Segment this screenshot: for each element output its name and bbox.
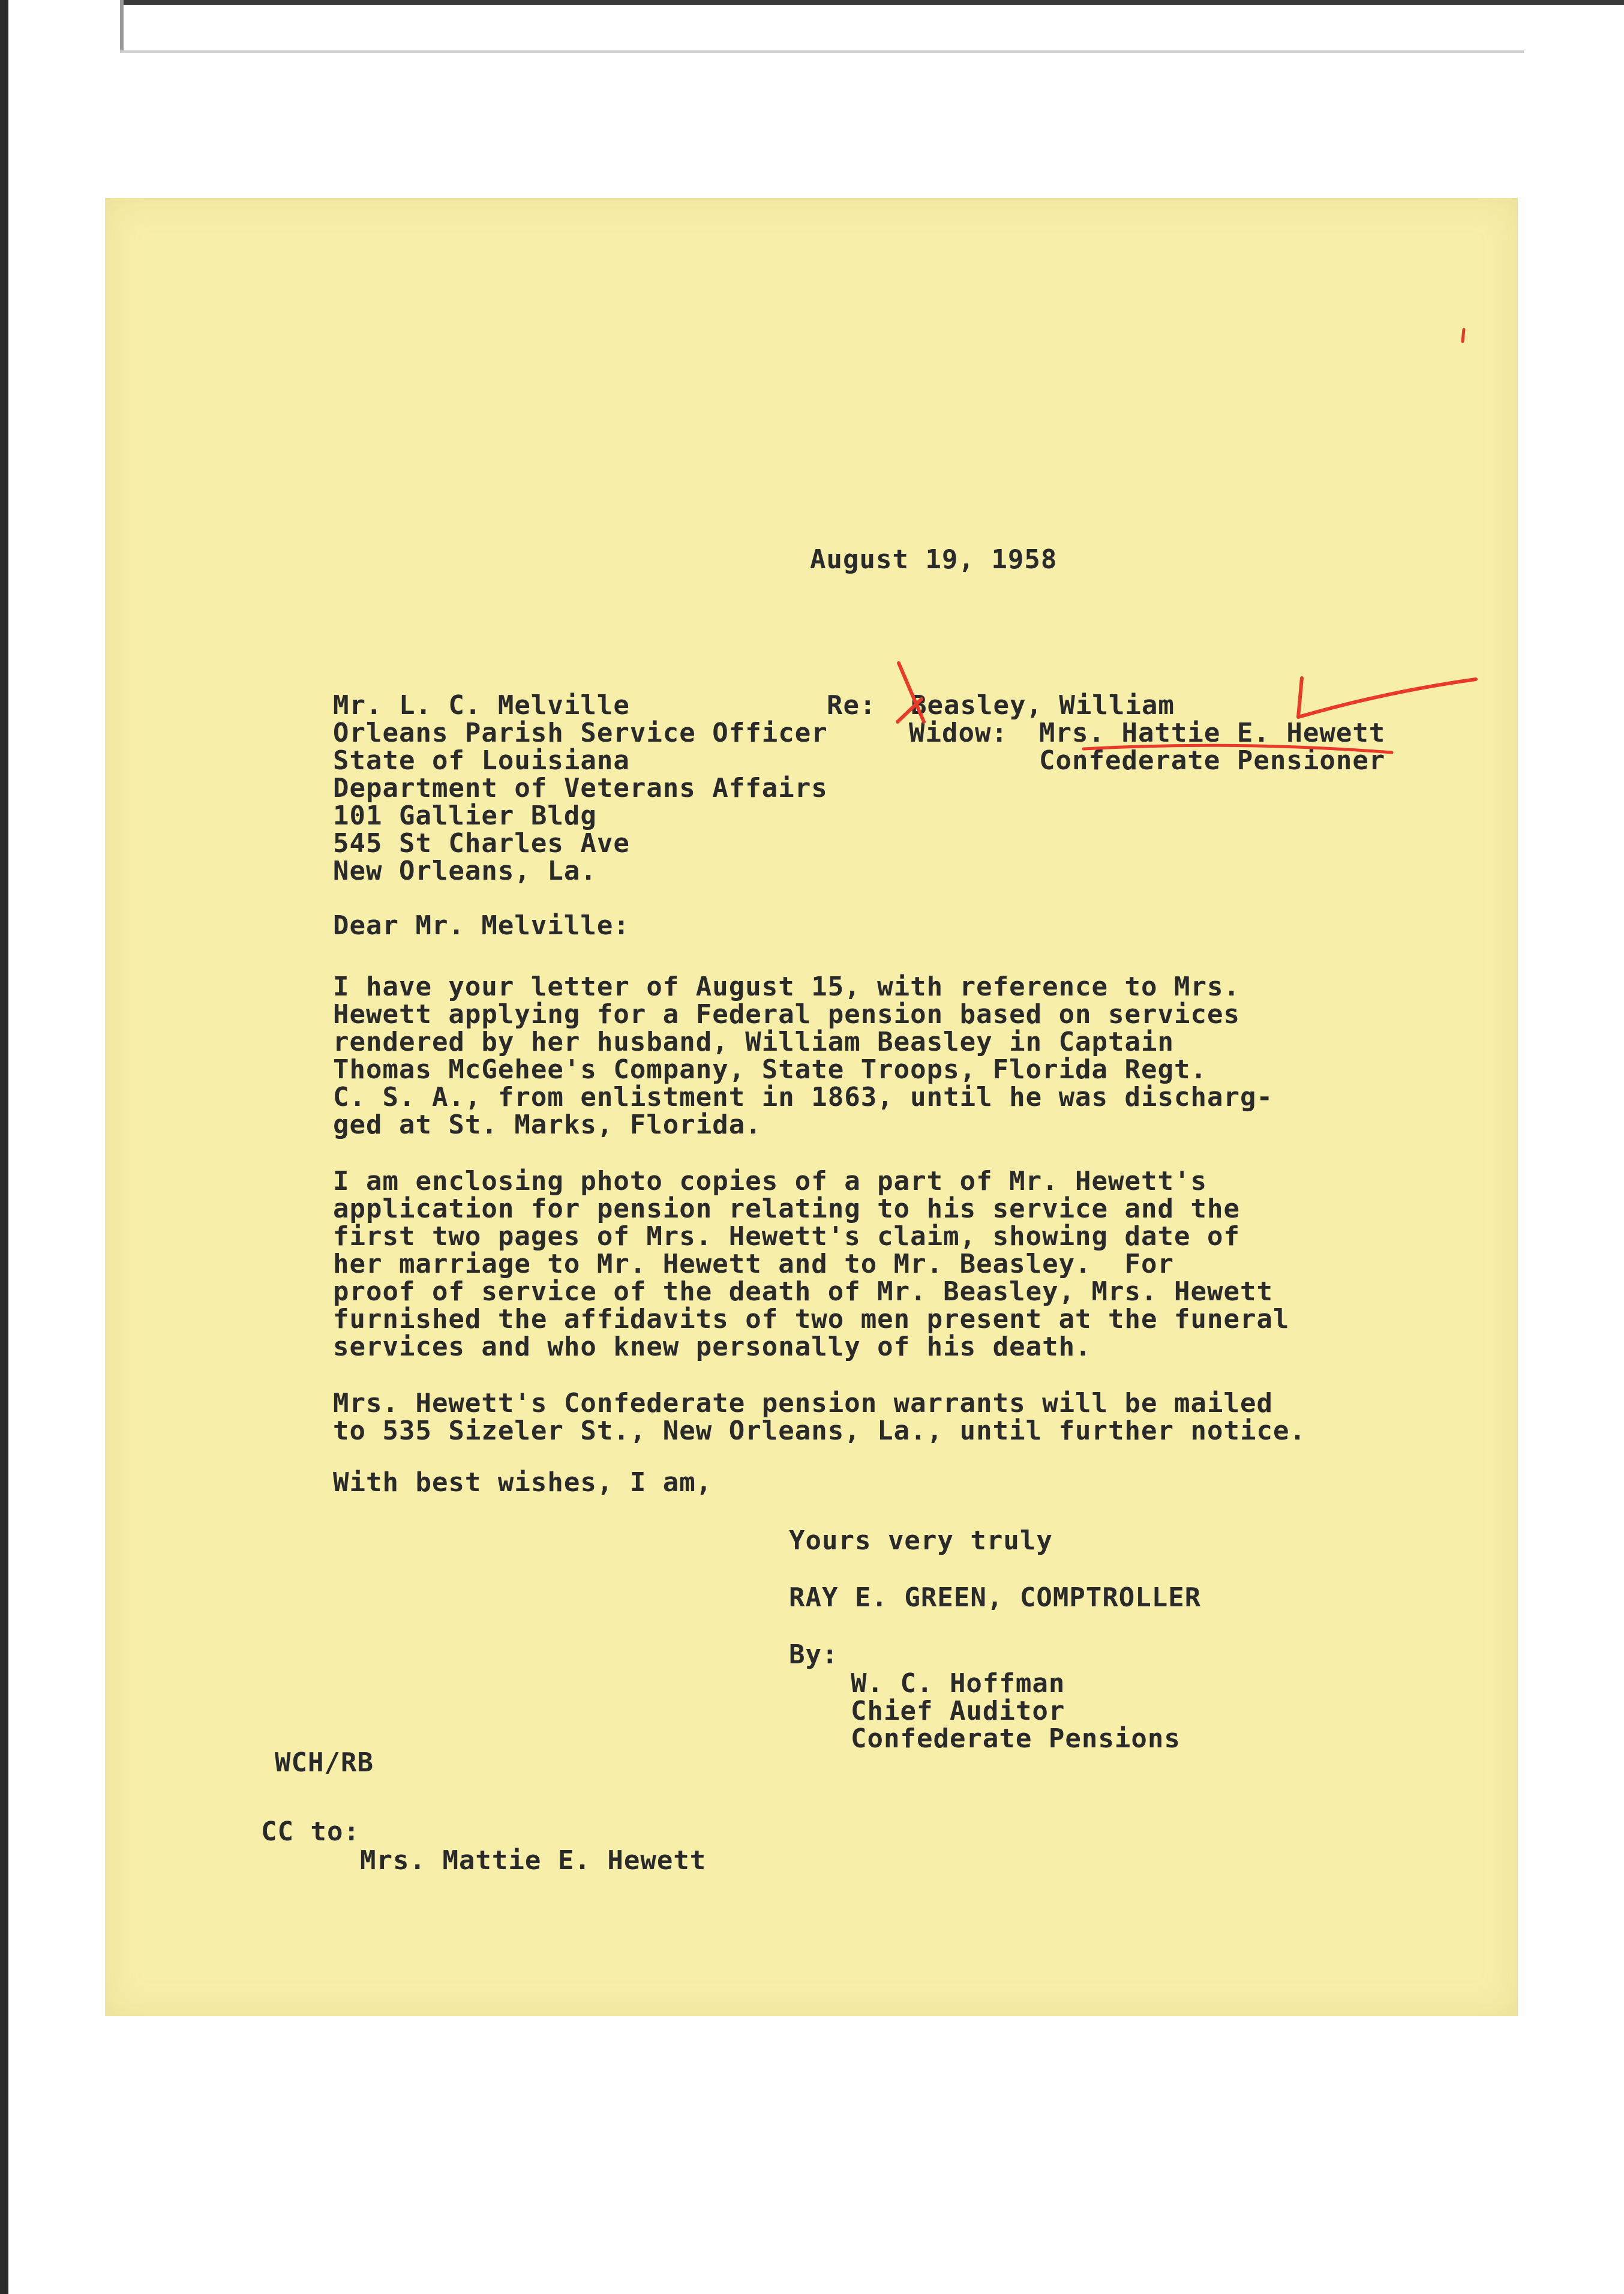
cc-recipient: Mrs. Mattie E. Hewett xyxy=(360,1845,707,1876)
letter-date: August 19, 1958 xyxy=(810,544,1058,575)
body-line: Mrs. Hewett's Confederate pension warrants will be mailed xyxy=(333,1388,1273,1419)
typist-initials: WCH/RB xyxy=(275,1747,374,1778)
cc-label: CC to: xyxy=(261,1816,360,1847)
recipient-line: Orleans Parish Service Officer xyxy=(333,718,828,748)
recipient-line: State of Louisiana xyxy=(333,745,630,776)
body-line: Hewett applying for a Federal pension based on services xyxy=(333,999,1240,1030)
scan-border-top xyxy=(120,0,1624,5)
recipient-line: Mr. L. C. Melville xyxy=(333,690,630,721)
body-line: I am enclosing photo copies of a part of Mr. Hewett's xyxy=(333,1166,1207,1197)
body-line: to 535 Sizeler St., New Orleans, La., until further notice. xyxy=(333,1416,1306,1446)
pensioner-line: Confederate Pensioner xyxy=(1039,745,1386,776)
closing-line: With best wishes, I am, xyxy=(333,1467,713,1498)
by-label: By: xyxy=(789,1639,839,1670)
valediction: Yours very truly xyxy=(789,1525,1053,1556)
body-line: I have your letter of August 15, with reference to Mrs. xyxy=(333,971,1240,1002)
salutation: Dear Mr. Melville: xyxy=(333,910,630,941)
body-line: C. S. A., from enlistment in 1863, until he was discharg- xyxy=(333,1082,1273,1112)
scan-shadow-top xyxy=(120,50,1524,53)
body-line: furnished the affidavits of two men present at the funeral xyxy=(333,1304,1290,1335)
red-tick-mark xyxy=(1296,672,1482,732)
body-line: her marriage to Mr. Hewett and to Mr. Beasley. For xyxy=(333,1249,1175,1279)
red-dot-mark xyxy=(1458,327,1470,345)
body-line: application for pension relating to his service and the xyxy=(333,1194,1240,1224)
scan-border-left xyxy=(0,0,8,2294)
red-underline-mark xyxy=(1080,737,1398,761)
body-line: proof of service of the death of Mr. Beasley, Mrs. Hewett xyxy=(333,1276,1273,1307)
body-line: services and who knew personally of his death. xyxy=(333,1332,1092,1362)
signer-line: Chief Auditor xyxy=(851,1696,1065,1726)
signer-organization: RAY E. GREEN, COMPTROLLER xyxy=(789,1582,1202,1613)
widow-label: Widow: xyxy=(909,718,1008,748)
body-line: Thomas McGehee's Company, State Troops, Florida Regt. xyxy=(333,1054,1207,1085)
signer-line: Confederate Pensions xyxy=(851,1723,1181,1754)
re-label: Re: xyxy=(827,690,876,721)
recipient-line: 101 Gallier Bldg xyxy=(333,800,597,831)
signer-line: W. C. Hoffman xyxy=(851,1668,1065,1699)
red-check-mark xyxy=(888,657,936,729)
scan-shadow-left xyxy=(120,0,124,53)
recipient-line: New Orleans, La. xyxy=(333,856,597,886)
widow-value: Mrs. Hattie E. Hewett xyxy=(1039,718,1386,748)
body-line: first two pages of Mrs. Hewett's claim, showing date of xyxy=(333,1221,1240,1252)
re-value: Beasley, William xyxy=(911,690,1175,721)
body-line: rendered by her husband, William Beasley in Captain xyxy=(333,1027,1175,1057)
body-line: ged at St. Marks, Florida. xyxy=(333,1109,762,1140)
recipient-line: Department of Veterans Affairs xyxy=(333,773,828,803)
recipient-line: 545 St Charles Ave xyxy=(333,828,630,859)
